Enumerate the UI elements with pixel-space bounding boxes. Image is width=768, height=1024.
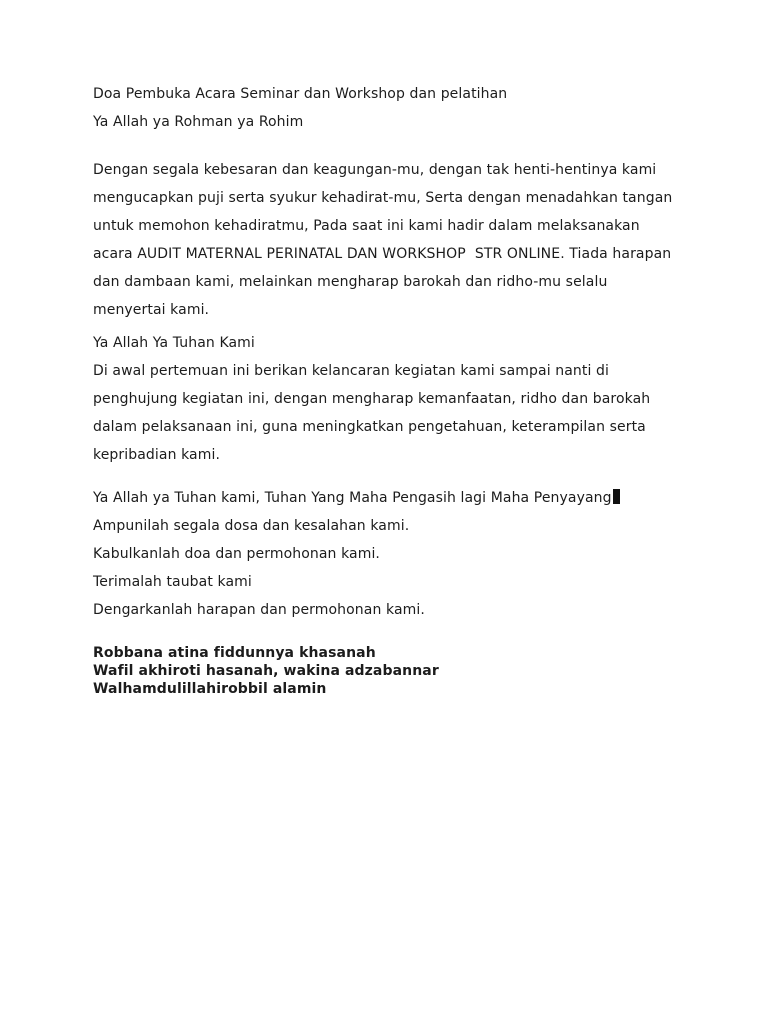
closing-prayer-line: Walhamdulillahirobbil alamin [93,681,327,697]
text-line: kepribadian kami. [93,447,221,463]
text-line: Dengarkanlah harapan dan permohonan kami. [93,602,425,618]
text-line: Terimalah taubat kami [93,574,252,590]
text-line: Di awal pertemuan ini berikan kelancaran kegiatan kami sampai nanti di [93,363,609,379]
text-line: penghujung kegiatan ini, dengan mengharap kemanfaatan, ridho dan barokah [93,391,651,407]
text-line: Ya Allah ya Tuhan kami, Tuhan Yang Maha Pengasih lagi Maha Penyayang [93,490,612,506]
document-content [93,80,733,698]
text-line: Dengan segala kebesaran dan keagungan-mu, dengan tak henti-hentinya kami [93,162,657,178]
text-line: dan dambaan kami, melainkan mengharap barokah dan ridho-mu selalu [93,274,608,290]
closing-prayer-line: Wafil akhiroti hasanah, wakina adzabannar [93,663,439,679]
text-line: Kabulkanlah doa dan permohonan kami. [93,546,380,562]
text-line: Ya Allah ya Rohman ya Rohim [93,114,304,130]
text-line: mengucapkan puji serta syukur kehadirat-mu, Serta dengan menadahkan tangan [93,190,673,206]
closing-prayer-line: Robbana atina fiddunnya khasanah [93,645,376,661]
doc-title-line: Doa Pembuka Acara Seminar dan Workshop dan pelatihan [93,86,508,102]
text-line: Ya Allah Ya Tuhan Kami [93,335,255,351]
text-line: dalam pelaksanaan ini, guna meningkatkan pengetahuan, keterampilan serta [93,419,646,435]
text-cursor [613,489,620,504]
text-line: acara AUDIT MATERNAL PERINATAL DAN WORKSHOP STR ONLINE. Tiada harapan [93,246,672,262]
text-line: untuk memohon kehadiratmu, Pada saat ini kami hadir dalam melaksanakan [93,218,640,234]
text-line: Ampunilah segala dosa dan kesalahan kami. [93,518,410,534]
text-line-with-cursor [93,484,733,512]
text-line: menyertai kami. [93,302,210,318]
